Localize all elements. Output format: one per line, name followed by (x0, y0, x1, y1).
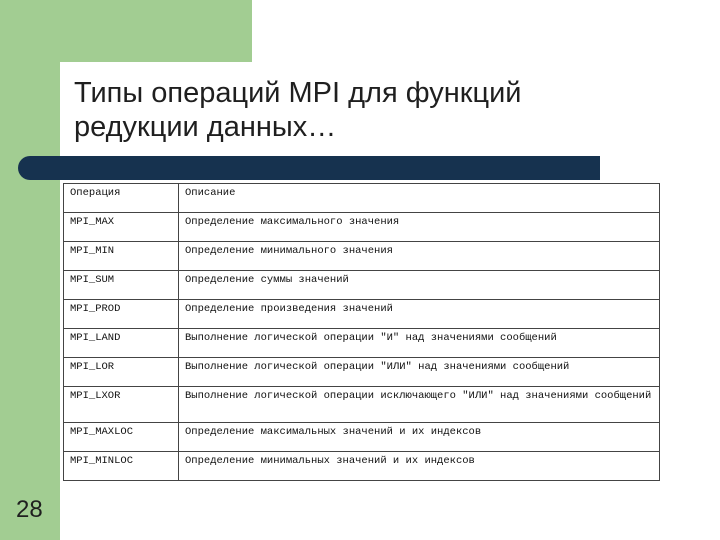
slide-title-line-2: редукции данных… (74, 111, 337, 143)
slide-number: 28 (16, 496, 43, 523)
description-cell: Определение максимальных значений и их индексов (179, 423, 660, 452)
header-operation: Операция (64, 184, 179, 213)
table-row (64, 271, 660, 300)
header-description: Описание (179, 184, 660, 213)
operation-cell: MPI_MIN (64, 242, 179, 271)
title-underline-bar (18, 156, 600, 180)
table-row (64, 242, 660, 271)
table-row (64, 387, 660, 423)
table-row (64, 358, 660, 387)
description-cell: Определение минимального значения (179, 242, 660, 271)
operation-cell: MPI_PROD (64, 300, 179, 329)
table-row (64, 300, 660, 329)
operation-cell: MPI_MAX (64, 213, 179, 242)
description-cell: Определение суммы значений (179, 271, 660, 300)
operation-cell: MPI_LAND (64, 329, 179, 358)
table-row (64, 423, 660, 452)
slide-title (74, 76, 694, 144)
description-cell: Определение максимального значения (179, 213, 660, 242)
description-cell: Определение минимальных значений и их индексов (179, 452, 660, 481)
description-cell: Выполнение логической операции "ИЛИ" над значениями сообщений (179, 358, 660, 387)
description-cell: Определение произведения значений (179, 300, 660, 329)
description-cell: Выполнение логической операции исключающего "ИЛИ" над значениями сообщений (179, 387, 660, 423)
table-row (64, 452, 660, 481)
operation-cell: MPI_LOR (64, 358, 179, 387)
table-header-row (64, 184, 660, 213)
table-row (64, 213, 660, 242)
table-row (64, 329, 660, 358)
green-top-band (0, 0, 252, 62)
operations-table (63, 183, 660, 481)
green-side-band (0, 0, 60, 540)
slide-title-line-1: Типы операций MPI для функций (74, 77, 522, 109)
operation-cell: MPI_MAXLOC (64, 423, 179, 452)
operation-cell: MPI_MINLOC (64, 452, 179, 481)
operation-cell: MPI_SUM (64, 271, 179, 300)
description-cell: Выполнение логической операции "И" над значениями сообщений (179, 329, 660, 358)
operation-cell: MPI_LXOR (64, 387, 179, 423)
